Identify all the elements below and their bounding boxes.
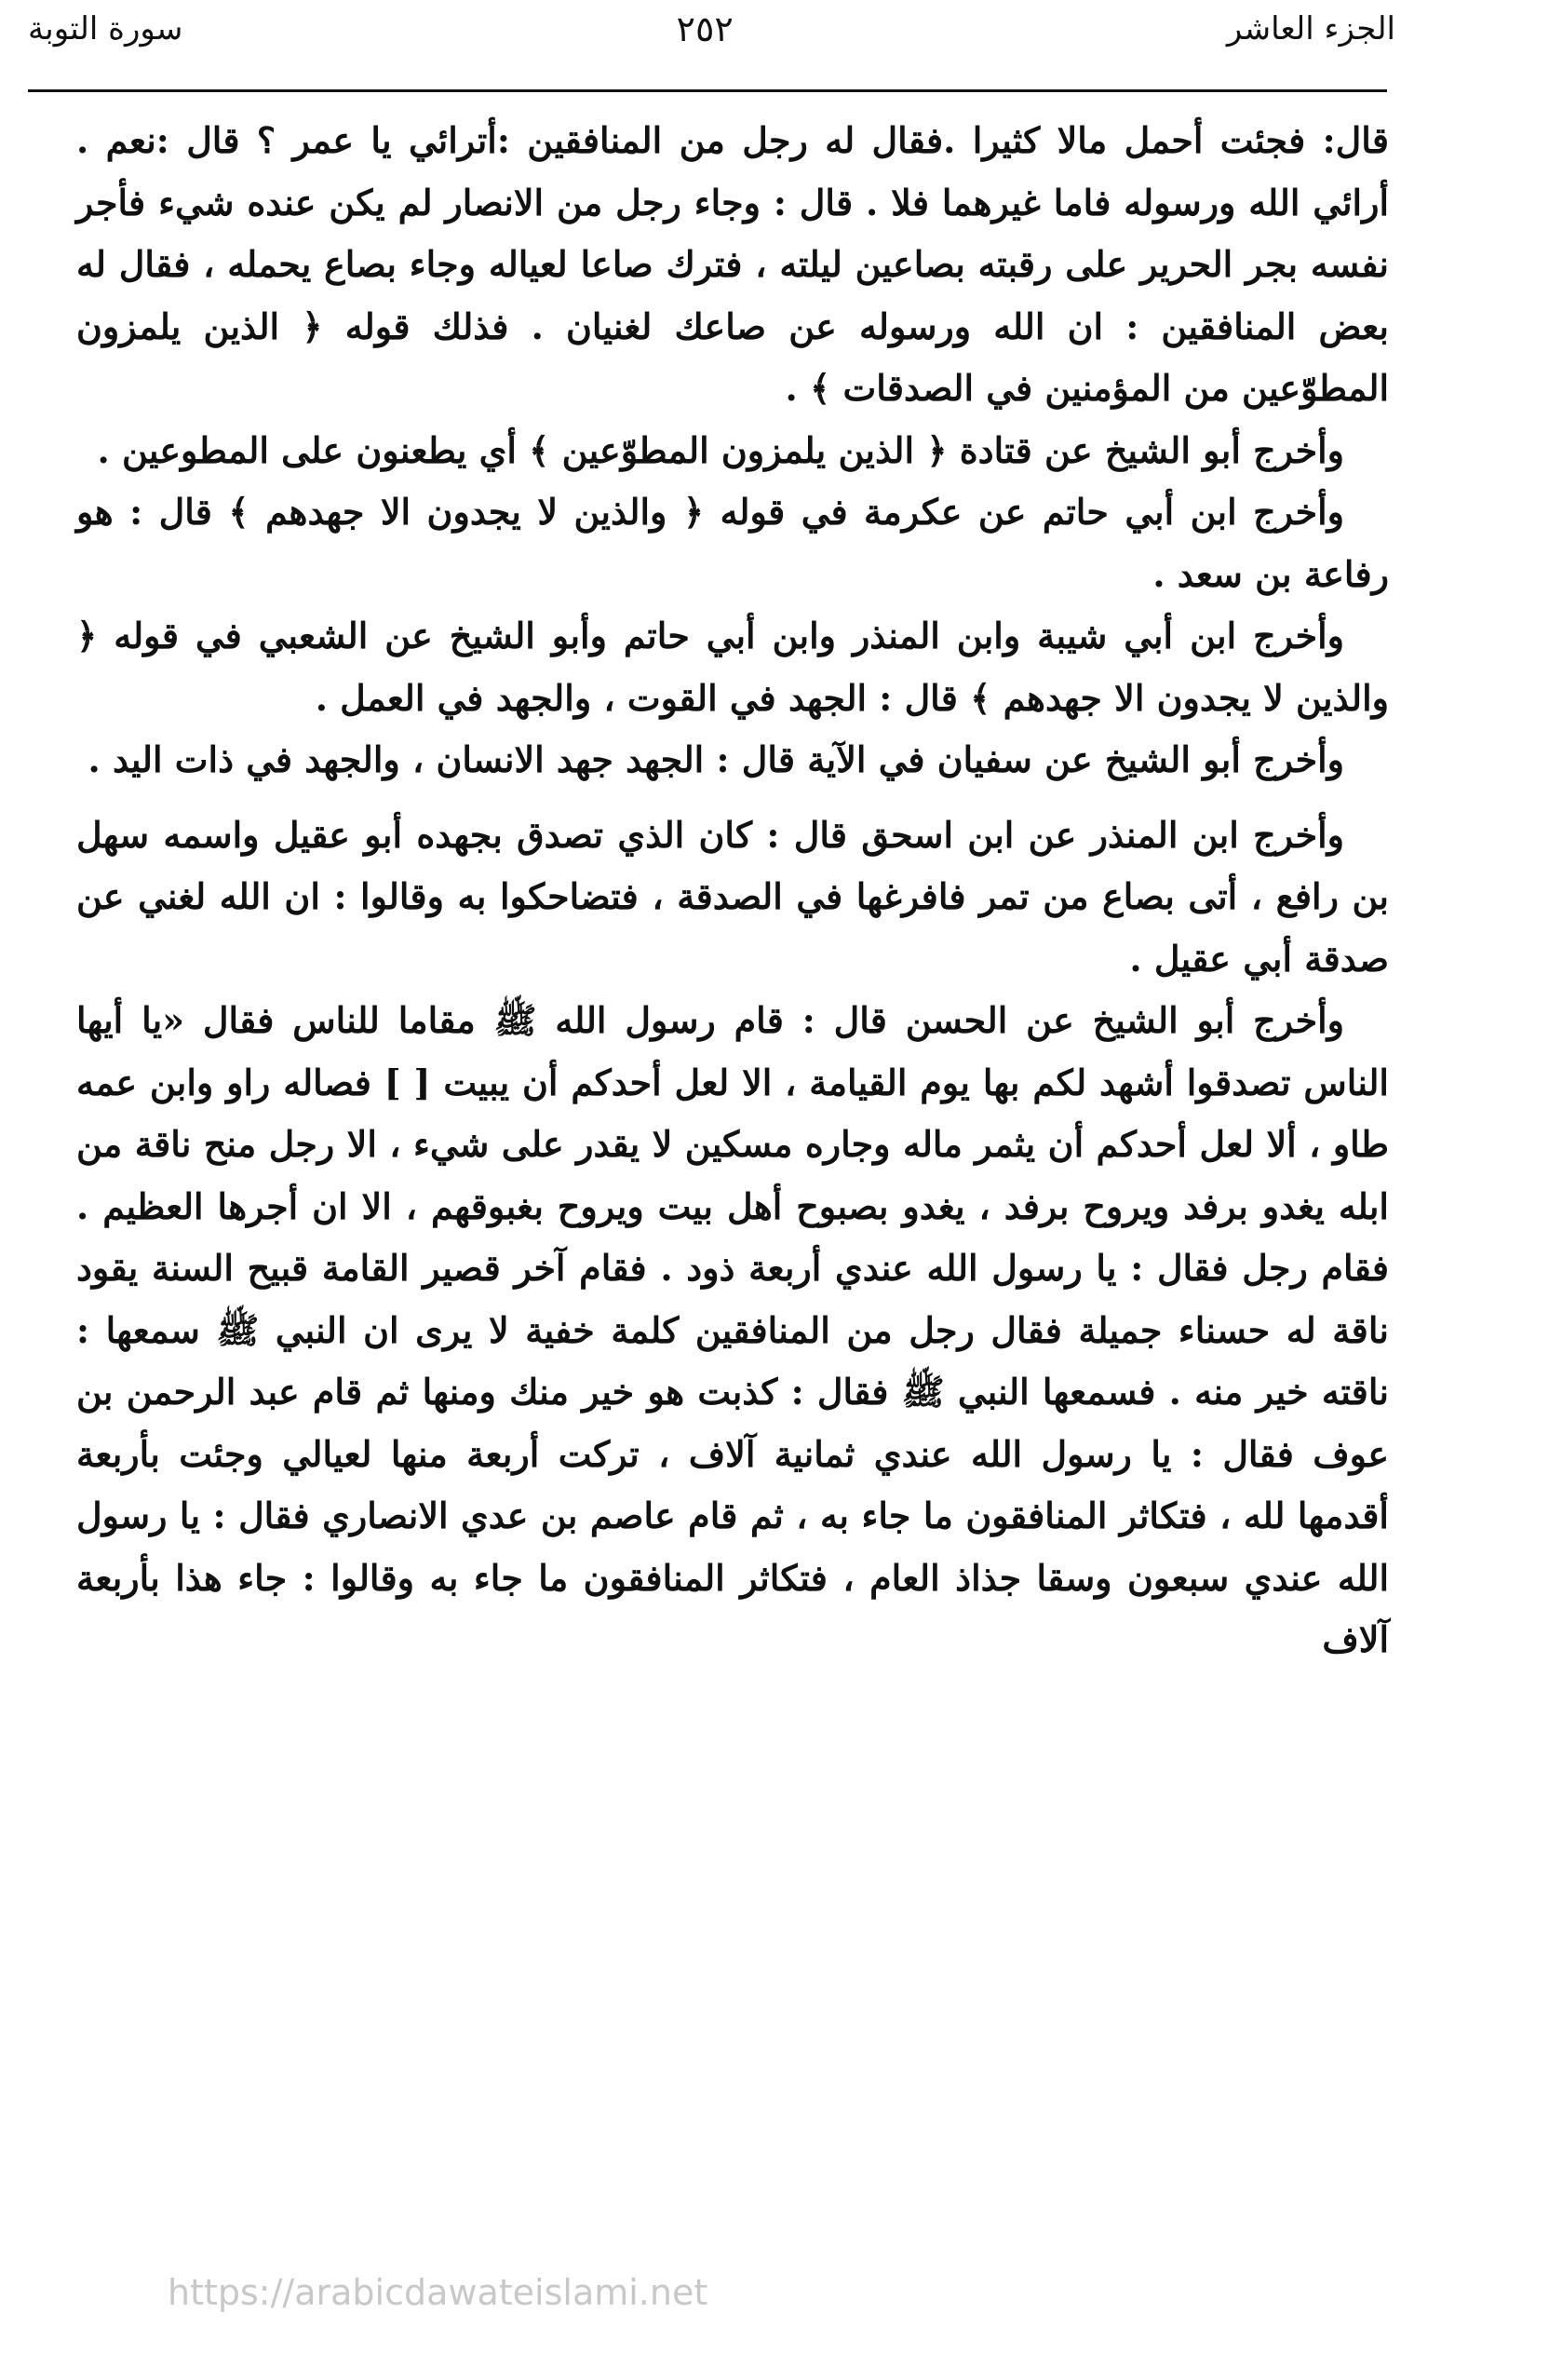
paragraph: وأخرج أبو الشيخ عن الحسن قال : قام رسول الله ﷺ مقاما للناس فقال «يا أيها الناس تصدقوا أشهد لكم بها يوم القيامة ، الا لعل أحدكم أن يبيت [ ] فصاله راو وابن عمه طاو ، ألا لعل أحدكم أن يثمر ماله وجاره مسكين لا يقدر على شيء ، الا رجل منح ناقة من ابله يغدو برفد ويروح برفد ، يغدو بصبوح أهل بيت ويروح بغبوقهم ، الا ان أجرها العظيم . فقام رجل فقال : يا رسول الله عندي أربعة ذود . فقام آخر قصير القامة قبيح السنة يقود ناقة له حسناء جميلة فقال رجل من المنافقين كلمة خفية لا يرى ان النبي ﷺ سمعها : ناقته خير منه . فسمعها النبي ﷺ فقال : كذبت هو خير منك ومنها ثم قام عبد الرحمن بن عوف فقال : يا رسول الله عندي ثمانية آلاف ، تركت أربعة منها لعيالي وجئت بأربعة أقدمها لله ، فتكاثر المنافقون ما جاء به ، ثم قام عاصم بن عدي الانصاري فقال : يا رسول الله عندي سبعون وسقا جذاذ العام ، فتكاثر المنافقون ما جاء به وقالوا : جاء هذا بأربعة آلاف [76, 999, 1389, 1660]
watermark-url: https://arabicdawateislami.net [168, 2272, 708, 2313]
page-header [28, 0, 1395, 58]
page-number: ٢٥٢ [676, 8, 734, 49]
paragraph: وأخرج ابن أبي حاتم عن عكرمة في قوله ﴿ والذين لا يجدون الا جهدهم ﴾ قال : هو رفاعة بن سعد . [76, 491, 1389, 595]
body-text [76, 110, 1389, 1671]
paragraph: وأخرج ابن أبي شيبة وابن المنذر وابن أبي حاتم وأبو الشيخ عن الشعبي في قوله ﴿ والذين لا يجدون الا جهدهم ﴾ قال : الجهد في القوت ، والجهد في العمل . [76, 615, 1389, 719]
part-title: الجزء العاشر [1226, 10, 1395, 47]
paragraph: وأخرج ابن المنذر عن ابن اسحق قال : كان الذي تصدق بجهده أبو عقيل واسمه سهل بن رافع ، أتى بصاع من تمر فافرغها في الصدقة ، فتضاحكوا به وقالوا : ان الله لغني عن صدقة أبي عقيل . [76, 813, 1389, 980]
header-rule [28, 89, 1387, 92]
paragraph: وأخرج أبو الشيخ عن سفيان في الآية قال : الجهد جهد الانسان ، والجهد في ذات اليد . [88, 738, 1344, 780]
paragraph: قال: فجئت أحمل مالا كثيرا .فقال له رجل من المنافقين :أترائي يا عمر ؟ قال :نعم . أرائي الله ورسوله فاما غيرهما فلا . قال : وجاء رجل من الانصار لم يكن عنده شيء فأجر نفسه بجر الحرير على رقبته بصاعين ليلته ، فترك صاعا لعياله وجاء بصاع يحمله ، فقال له بعض المنافقين : ان الله ورسوله عن صاعك لغنيان . فذلك قوله ﴿ الذين يلمزون المطوّعين من المؤمنين في الصدقات ﴾ . [76, 119, 1389, 409]
paragraph: وأخرج أبو الشيخ عن قتادة ﴿ الذين يلمزون المطوّعين ﴾ أي يطعنون على المطوعين . [97, 428, 1344, 471]
surah-title: سورة التوبة [28, 10, 183, 47]
